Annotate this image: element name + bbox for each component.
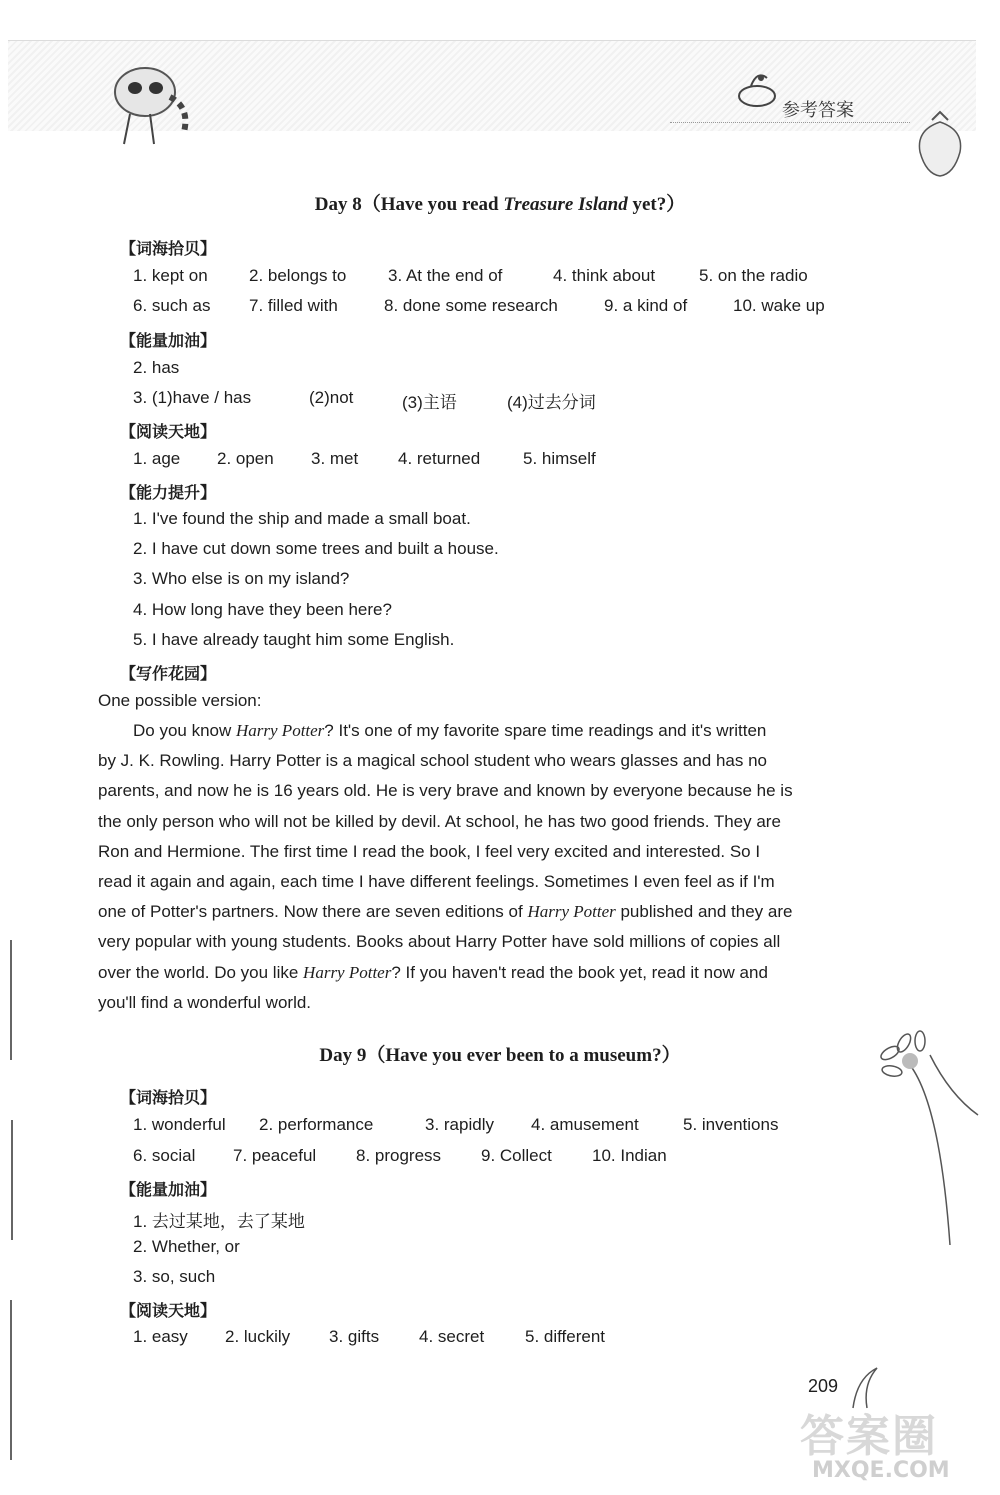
writing-text: ? If you haven't read the book yet, read it now and (391, 963, 768, 982)
binding-margin-line (5, 940, 17, 1480)
writing-text: Do you know (133, 721, 236, 740)
day8-writing-label: 【写作花园】 (120, 664, 217, 683)
writing-text: ? It's one of my favorite spare time readings and it's written (324, 721, 767, 740)
day9-reading-item: 3. gifts (329, 1327, 380, 1346)
day9-reading-item: 2. luckily (225, 1327, 291, 1346)
writing-line: Ron and Hermione. The first time I read the book, I feel very excited and interested. So I (98, 842, 761, 861)
day8-vocab-item: 8. done some research (384, 296, 558, 315)
day9-reading-item: 1. easy (133, 1327, 188, 1346)
day9-vocab-item: 4. amusement (531, 1115, 639, 1134)
writing-line (98, 902, 792, 922)
day8-vocab-label: 【词海拾贝】 (120, 239, 217, 258)
day9-vocab-item: 2. performance (259, 1115, 374, 1134)
day8-ability-line: 2. I have cut down some trees and built a house. (133, 539, 499, 558)
day9-vocab-item: 9. Collect (481, 1146, 552, 1165)
day8-vocab-item: 4. think about (553, 266, 656, 285)
writing-text: published and they are (615, 902, 793, 921)
day8-heading-prefix: Day 8（Have you read (314, 194, 504, 215)
day8-heading-book: Treasure Island (503, 194, 628, 215)
day9-vocab-label: 【词海拾贝】 (120, 1088, 217, 1107)
day9-grammar-label: 【能量加油】 (120, 1180, 217, 1199)
day9-grammar-line: 3. so, such (133, 1267, 216, 1286)
watermark-url: MXQE.COM (812, 1458, 950, 1483)
day9-reading-item: 5. different (525, 1327, 606, 1346)
day8-reading-item: 2. open (217, 449, 274, 468)
writing-text: one of Potter's partners. Now there are seven editions of (98, 902, 528, 921)
day8-reading-item: 3. met (311, 449, 359, 468)
day8-grammar-part: (2)not (309, 388, 354, 407)
day8-reading-item: 1. age (133, 449, 181, 468)
day8-heading-suffix: yet?） (627, 194, 686, 215)
watermark-logo: 答案圈 (800, 1411, 938, 1462)
writing-line: you'll find a wonderful world. (98, 993, 312, 1012)
writing-book-title: Harry Potter (527, 902, 616, 921)
day8-heading (0, 189, 1000, 216)
day9-vocab-item: 5. inventions (683, 1115, 779, 1134)
day8-grammar-part: (4)过去分词 (507, 393, 596, 412)
day8-vocab-item: 7. filled with (249, 296, 338, 315)
day9-vocab-item: 10. Indian (592, 1146, 667, 1165)
day9-reading-item: 4. secret (419, 1327, 485, 1346)
day9-reading-label: 【阅读天地】 (120, 1301, 217, 1320)
strawberry-icon (910, 110, 970, 180)
header-divider (670, 122, 910, 123)
day8-ability-line: 3. Who else is on my island? (133, 569, 350, 588)
day9-grammar-line: 1. 去过某地，去了某地 (133, 1212, 305, 1231)
day9-vocab-item: 3. rapidly (425, 1115, 494, 1134)
writing-line: parents, and now he is 16 years old. He is very brave and known by everyone because he is (98, 781, 793, 800)
writing-line: read it again and again, each time I have different feelings. Sometimes I even feel as if I'm (98, 872, 775, 891)
day9-vocab-item: 1. wonderful (133, 1115, 226, 1134)
writing-line: the only person who will not be killed by devil. At school, he has two good friends. They are (98, 812, 781, 831)
day8-grammar-part: 3. (1)have / has (133, 388, 252, 407)
writing-line: very popular with young students. Books about Harry Potter have sold millions of copies all (98, 932, 781, 951)
day8-vocab-item: 6. such as (133, 296, 211, 315)
day8-reading-item: 5. himself (523, 449, 596, 468)
day9-heading: Day 9（Have you ever been to a museum?） (319, 1045, 681, 1066)
writing-intro: One possible version: (98, 691, 262, 710)
page-number: 209 (808, 1376, 839, 1396)
writing-book-title: Harry Potter (303, 963, 392, 982)
day8-vocab-item: 2. belongs to (249, 266, 347, 285)
day9-vocab-item: 7. peaceful (233, 1146, 317, 1165)
writing-text: over the world. Do you like (98, 963, 304, 982)
day9-vocab-item: 6. social (133, 1146, 196, 1165)
day8-ability-line: 5. I have already taught him some English. (133, 630, 455, 649)
day8-grammar-line: 2. has (133, 358, 180, 377)
day8-ability-line: 4. How long have they been here? (133, 600, 392, 619)
day8-grammar-label: 【能量加油】 (120, 331, 217, 350)
day8-vocab-item: 1. kept on (133, 266, 208, 285)
raccoon-illustration (100, 52, 195, 152)
writing-line: by J. K. Rowling. Harry Potter is a magical school student who wears glasses and has no (98, 751, 767, 770)
day8-vocab-item: 5. on the radio (699, 266, 808, 285)
day8-vocab-item: 10. wake up (733, 296, 825, 315)
writing-line (98, 963, 768, 983)
day9-vocab-item: 8. progress (356, 1146, 442, 1165)
day8-vocab-item: 3. At the end of (388, 266, 503, 285)
header-title: 参考答案 (782, 100, 854, 120)
writing-line (133, 721, 766, 741)
day8-reading-item: 4. returned (398, 449, 481, 468)
writing-book-title: Harry Potter (236, 721, 325, 740)
day8-vocab-item: 9. a kind of (604, 296, 688, 315)
day8-ability-label: 【能力提升】 (120, 483, 217, 502)
day8-ability-line: 1. I've found the ship and made a small boat. (133, 509, 471, 528)
bird-nest-icon (735, 64, 780, 110)
day8-grammar-part: (3)主语 (402, 393, 457, 412)
day9-grammar-line: 2. Whether, or (133, 1237, 240, 1256)
day8-reading-label: 【阅读天地】 (120, 422, 217, 441)
